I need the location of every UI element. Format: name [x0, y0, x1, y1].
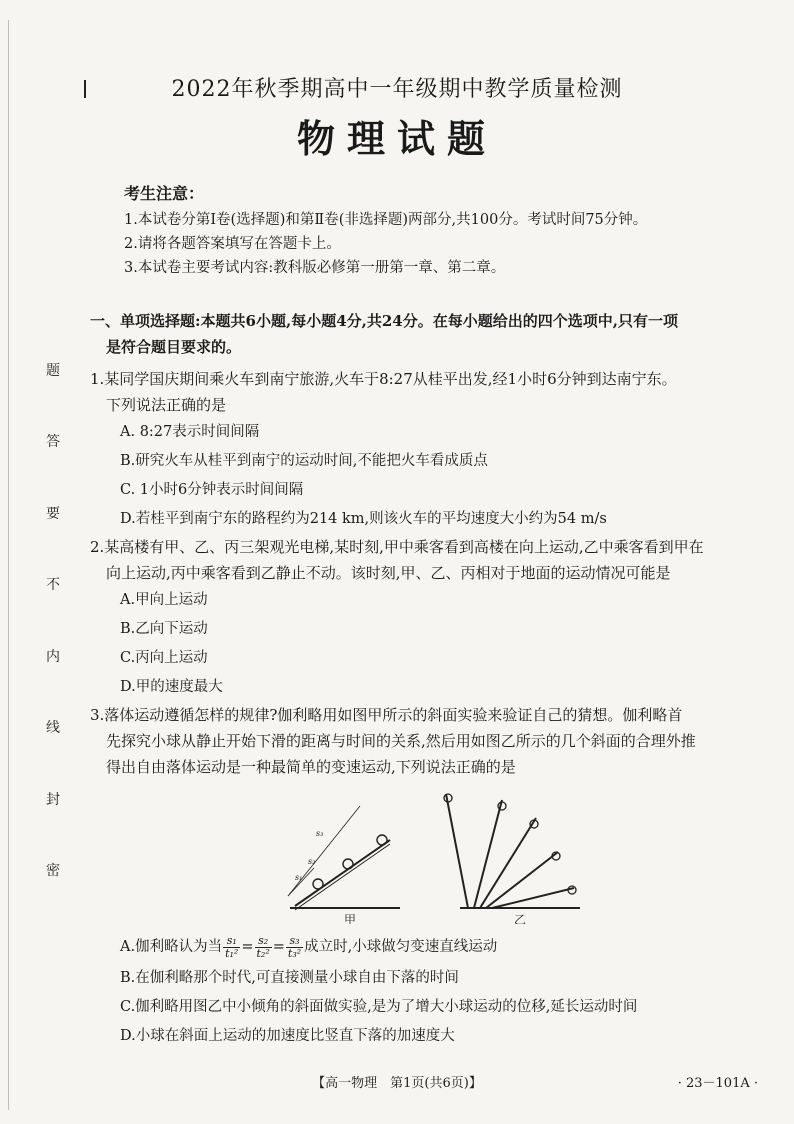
option-a: A.伽利略认为当 $\frac{\text{s₁}}{\text{t₁²}}$ = $\frac{\text{s₂}}{\text{t₂²}}$ = $\frac{\text{s₃}}{\text{t₃²}}$ 成立时,小球做匀变速直线运动 — [120, 933, 498, 960]
sidebar-char: 不 — [46, 577, 60, 594]
binding-line — [8, 20, 9, 1110]
figure-jia — [288, 806, 400, 924]
option-c: C. 1小时6分钟表示时间间隔 — [120, 482, 304, 498]
question-stem: 下列说法正确的是 — [106, 396, 227, 414]
sidebar-char: 线 — [46, 720, 60, 737]
notice-item: 3.本试卷主要考试内容:教科版必修第一册第一章、第二章。 — [124, 260, 506, 276]
incline-shallow — [492, 888, 574, 908]
incline-surface-edge — [295, 844, 390, 910]
fraction-numerator: s₁ — [223, 935, 240, 948]
option-d: D.小球在斜面上运动的加速度比竖直下落的加速度大 — [120, 1028, 455, 1044]
sidebar-char: 内 — [46, 648, 60, 665]
notice-heading: 考生注意： — [124, 184, 205, 203]
option-b: B.在伽利略那个时代,可直接测量小球自由下落的时间 — [120, 970, 459, 986]
sidebar-char: 要 — [46, 505, 60, 522]
incline-figure — [90, 784, 780, 924]
ball — [313, 879, 323, 889]
label-s1: s₁ — [295, 873, 303, 882]
figure-label-jia: 甲 — [344, 913, 357, 924]
incline — [474, 800, 502, 908]
option-b: B.研究火车从桂平到南宁的运动时间,不能把火车看成质点 — [120, 453, 488, 469]
section-heading — [90, 308, 780, 360]
incline — [480, 818, 536, 908]
fraction — [286, 935, 303, 960]
question-stem: 得出自由落体运动是一种最简单的变速运动,下列说法正确的是 — [106, 758, 516, 776]
ball — [377, 835, 387, 845]
subject-title: 物理试题 — [296, 116, 497, 161]
incline-diagram — [90, 784, 780, 924]
sidebar-char: 答 — [46, 434, 60, 451]
option-a-suffix: 成立时,小球做匀变速直线运动 — [304, 939, 498, 955]
option-a-prefix: A.伽利略认为当 — [120, 939, 223, 955]
sidebar-char: 题 — [46, 363, 60, 379]
question-stem: 向上运动,丙中乘客看到乙静止不动。该时刻,甲、乙、丙相对于地面的运动情况可能是 — [106, 564, 671, 582]
notice-item: 1.本试卷分第Ⅰ卷(选择题)和第Ⅱ卷(非选择题)两部分,共100分。考试时间75分钟。 — [124, 212, 648, 228]
ball — [343, 859, 353, 869]
fraction-denominator: t₂² — [256, 946, 270, 960]
label-s2: s₂ — [308, 857, 316, 866]
option-b: B.乙向下运动 — [120, 621, 208, 637]
candidate-notice — [124, 182, 774, 280]
label-s3: s₃ — [316, 829, 324, 838]
option-c: C.伽利略用图乙中小倾角的斜面做实验,是为了增大小球运动的位移,延长运动时间 — [120, 999, 638, 1015]
fraction-denominator: t₁² — [225, 946, 239, 960]
fraction-numerator: s₃ — [286, 935, 303, 948]
option-a: A.甲向上运动 — [120, 592, 208, 608]
dimension-line — [288, 806, 360, 896]
option-c: C.丙向上运动 — [120, 650, 208, 666]
question-stem: 3.落体运动遵循怎样的规律?伽利略用如图甲所示的斜面实验来验证自己的猜想。伽利略首 — [90, 706, 683, 724]
fraction — [255, 935, 272, 960]
seal-line-sidebar — [40, 360, 66, 880]
notice-item: 2.请将各题答案填写在答题卡上。 — [124, 236, 341, 252]
section-heading-line: 是符合题目要求的。 — [106, 338, 242, 356]
fraction-numerator: s₂ — [255, 935, 272, 948]
sidebar-char: 封 — [46, 791, 60, 808]
sidebar-char: 密 — [46, 862, 60, 879]
question-2 — [90, 534, 780, 702]
option-d: D.若桂平到南宁东的路程约为214 km,则该火车的平均速度大小约为54 m/s — [120, 511, 607, 527]
incline-steep — [446, 794, 468, 908]
figure-yi — [444, 794, 580, 924]
fraction-denominator: t₃² — [287, 946, 302, 960]
questions — [90, 366, 780, 1051]
question-1 — [90, 366, 780, 534]
fraction — [223, 935, 240, 960]
exam-code: · 23－101A · — [677, 1076, 758, 1091]
figure-label-yi: 乙 — [514, 913, 527, 924]
section-heading-line: 一、单项选择题:本题共6小题,每小题4分,共24分。在每小题给出的四个选项中,只有一项 — [90, 312, 678, 330]
question-stem: 1.某同学国庆期间乘火车到南宁旅游,火车于8:27从桂平出发,经1小时6分钟到达南宁东。 — [90, 370, 677, 388]
question-stem: 2.某高楼有甲、乙、丙三架观光电梯,某时刻,甲中乘客看到高楼在向上运动,乙中乘客看到甲在 — [90, 538, 704, 556]
question-stem: 先探究小球从静止开始下滑的距离与时间的关系,然后用如图乙所示的几个斜面的合理外推 — [106, 732, 696, 750]
option-d: D.甲的速度最大 — [120, 679, 223, 695]
page-number: 【高一物理 第1页(共6页)】 — [312, 1076, 482, 1091]
option-a: A. 8:27表示时间间隔 — [120, 424, 260, 440]
question-3 — [90, 702, 780, 1051]
exam-title: 2022年秋季期高中一年级期中教学质量检测 — [171, 77, 623, 102]
